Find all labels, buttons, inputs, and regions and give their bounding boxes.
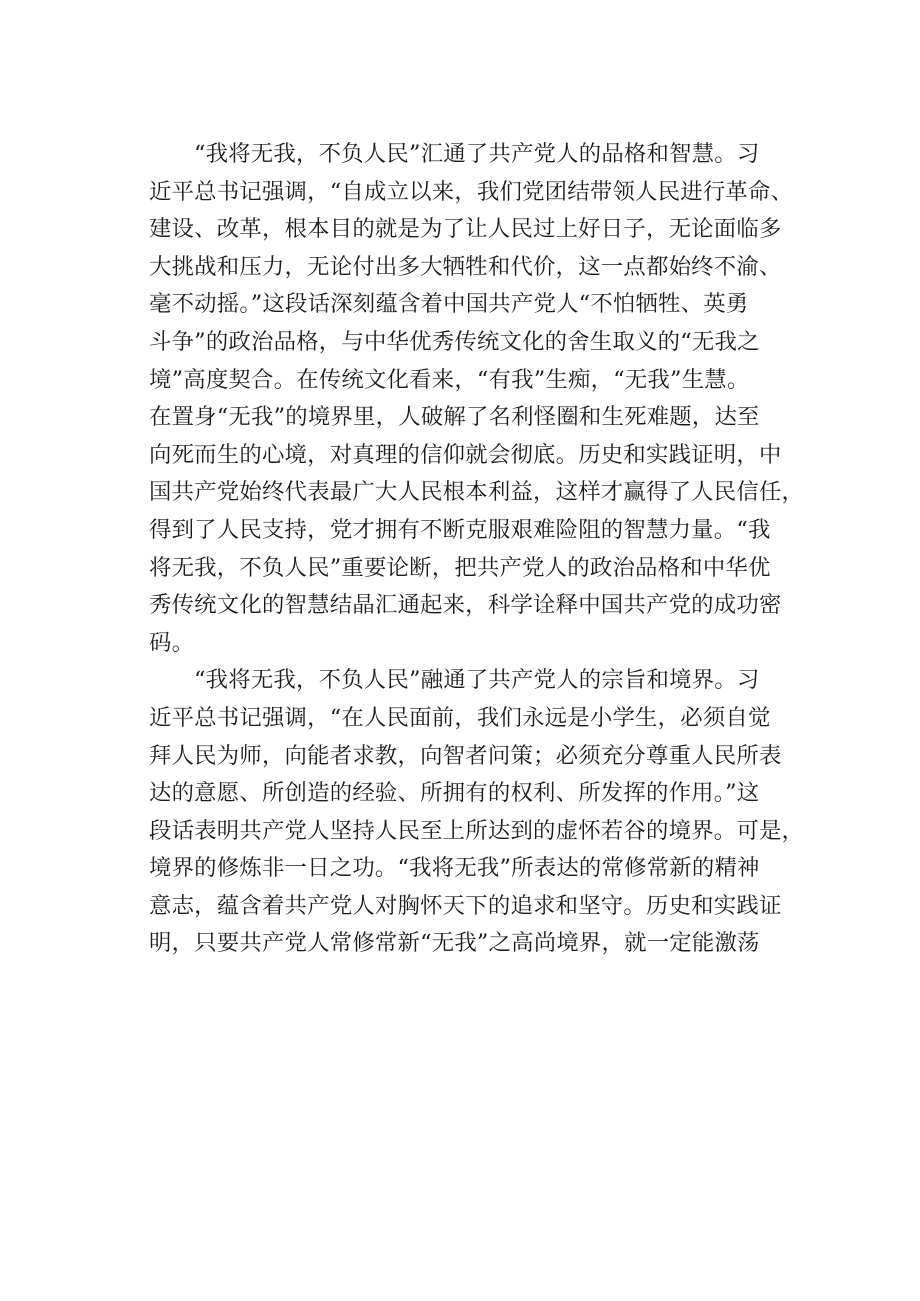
- text-line: 明，只要共产党人常修常新“无我”之高尚境界，就一定能激荡: [149, 930, 760, 957]
- text-line: “我将无我，不负人民”汇通了共产党人的品格和智慧。习: [194, 141, 760, 167]
- document-body: [149, 136, 829, 963]
- text-line: 近平总书记强调，“在人民面前，我们永远是小学生，必须自觉: [149, 704, 771, 731]
- text-line: 大挑战和压力，无论付出多大牺牲和代价，这一点都始终不渝、: [149, 253, 782, 280]
- text-line: 近平总书记强调，“自成立以来，我们党团结带领人民进行革命、: [149, 178, 794, 205]
- text-line: 段话表明共产党人坚持人民至上所达到的虚怀若谷的境界。可是，: [149, 817, 805, 844]
- text-line: 境”高度契合。在传统文化看来，“有我”生痴，“无我”生慧。: [149, 366, 750, 393]
- text-line: 建设、改革，根本目的就是为了让人民过上好日子，无论面临多: [149, 216, 782, 243]
- text-line: 拜人民为师，向能者求教，向智者问策；必须充分尊重人民所表: [149, 742, 782, 769]
- text-line: 意志，蕴含着共产党人对胸怀天下的追求和坚守。历史和实践证: [149, 892, 782, 919]
- text-line: 得到了人民支持，党才拥有不断克服艰难险阻的智慧力量。“我: [149, 516, 771, 543]
- text-line: 将无我，不负人民”重要论断，把共产党人的政治品格和中华优: [149, 554, 771, 581]
- text-line: 秀传统文化的智慧结晶汇通起来，科学诠释中国共产党的成功密: [149, 592, 782, 619]
- paragraph-2: [149, 662, 829, 963]
- text-line: 毫不动摇。”这段话深刻蕴含着中国共产党人“不怕牺牲、英勇: [149, 291, 749, 318]
- text-line: 境界的修炼非一日之功。“我将无我”所表达的常修常新的精神: [149, 855, 760, 882]
- text-line: 达的意愿、所创造的经验、所拥有的权利、所发挥的作用。”这: [149, 780, 760, 807]
- text-line: 斗争”的政治品格，与中华优秀传统文化的舍生取义的“无我之: [149, 328, 760, 355]
- text-line: 码。: [149, 629, 195, 656]
- text-line: 在置身“无我”的境界里，人破解了名利怪圈和生死难题，达至: [149, 404, 760, 431]
- text-line: 国共产党始终代表最广大人民根本利益，这样才赢得了人民信任，: [149, 479, 805, 506]
- text-line: 向死而生的心境，对真理的信仰就会彻底。历史和实践证明，中: [149, 441, 782, 468]
- text-line: “我将无我，不负人民”融通了共产党人的宗旨和境界。习: [194, 667, 760, 694]
- paragraph-1: [149, 136, 829, 662]
